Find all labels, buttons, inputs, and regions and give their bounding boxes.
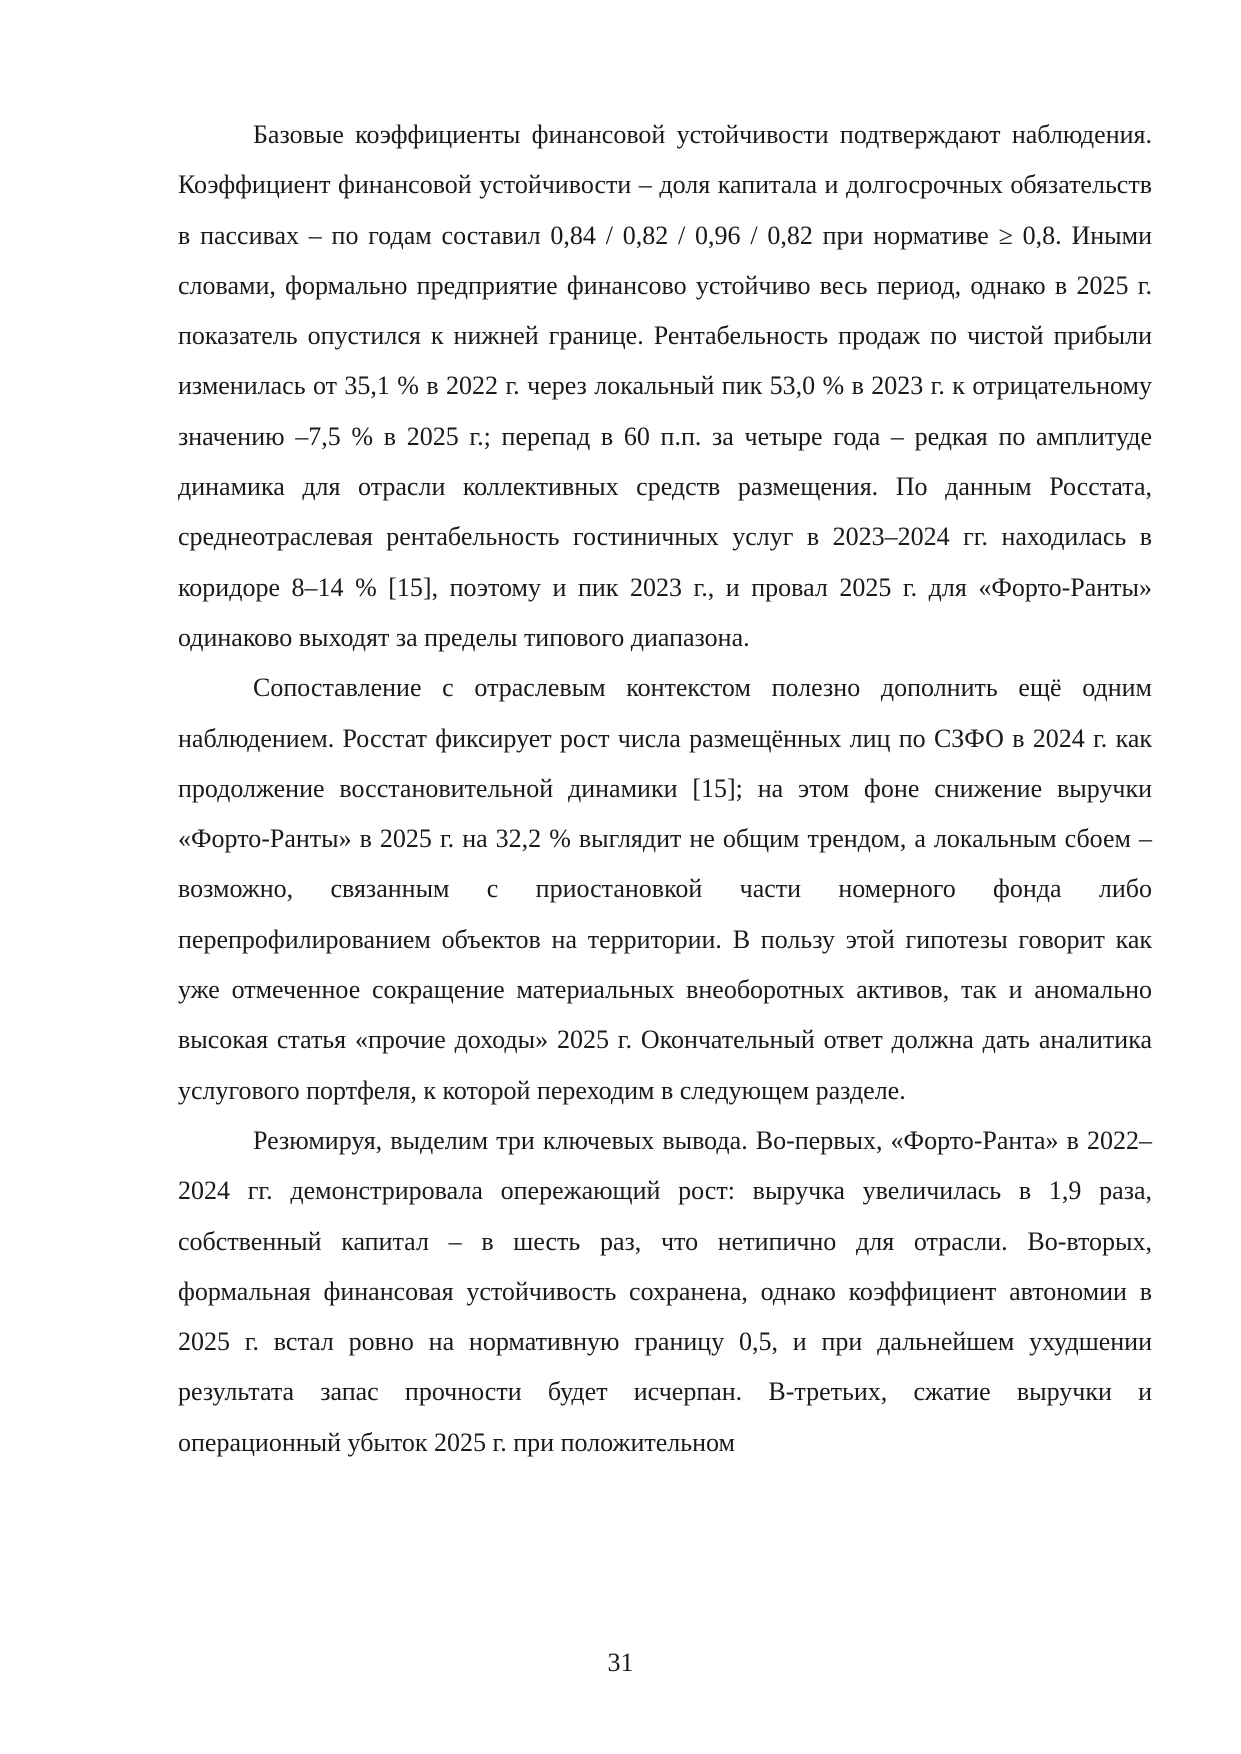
paragraph: Сопоставление с отраслевым контекстом полезно дополнить ещё одним наблюдением. Росстат фиксирует рост числа размещённых лиц по СЗФО в 2024 г. как продолжение восстановительной динамики [15]; на этом фоне снижение выручки «Форто-Ранты» в 2025 г. на 32,2 % выглядит не общим трендом, а локальным сбоем – возможно, связанным с приостановкой части номерного фонда либо перепрофилированием объектов на территории. В пользу этой гипотезы говорит как уже отмеченное сокращение материальных внеоборотных активов, так и аномально высокая статья «прочие доходы» 2025 г. Окончательный ответ должна дать аналитика услугового портфеля, к которой переходим в следующем разделе.	[178, 673, 1152, 1105]
page-number: 31	[607, 1648, 634, 1677]
paragraph: Базовые коэффициенты финансовой устойчивости подтверждают наблюдения. Коэффициент финансовой устойчивости – доля капитала и долгосрочных обязательств в пассивах – по годам составил 0,84 / 0,82 / 0,96 / 0,82 при нормативе ≥ 0,8. Иными словами, формально предприятие финансово устойчиво весь период, однако в 2025 г. показатель опустился к нижней границе. Рентабельность продаж по чистой прибыли изменилась от 35,1 % в 2022 г. через локальный пик 53,0 % в 2023 г. к отрицательному значению –7,5 % в 2025 г.; перепад в 60 п.п. за четыре года – редкая по амплитуде динамика для отрасли коллективных средств размещения. По данным Росстата, среднеотраслевая рентабельность гостиничных услуг в 2023–2024 гг. находилась в коридоре 8–14 % [15], поэтому и пик 2023 г., и провал 2025 г. для «Форто-Ранты» одинаково выходят за пределы типового диапазона.	[178, 120, 1152, 652]
body-text	[178, 110, 1152, 1468]
paragraph: Резюмируя, выделим три ключевых вывода. Во-первых, «Форто-Ранта» в 2022–2024 гг. демонстрировала опережающий рост: выручка увеличилась в 1,9 раза, собственный капитал – в шесть раз, что нетипично для отрасли. Во-вторых, формальная финансовая устойчивость сохранена, однако коэффициент автономии в 2025 г. встал ровно на нормативную границу 0,5, и при дальнейшем ухудшении результата запас прочности будет исчерпан. В-третьих, сжатие выручки и операционный убыток 2025 г. при положительном	[178, 1125, 1152, 1457]
